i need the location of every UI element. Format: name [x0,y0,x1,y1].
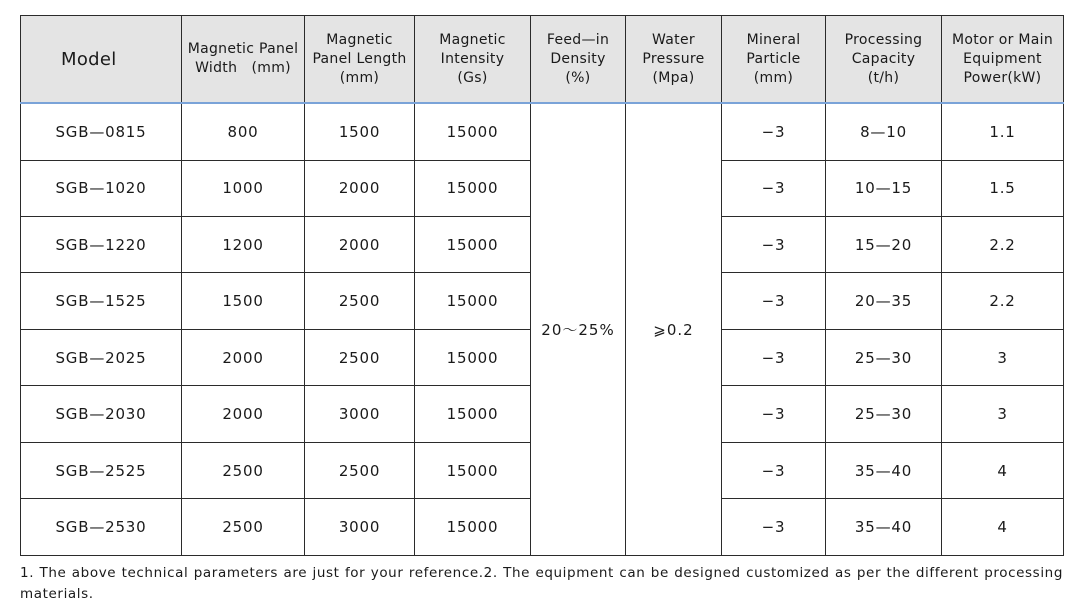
cell-width: 2000 [182,386,305,442]
cell-model: SGB—1220 [21,216,182,272]
cell-pressure: ⩾0.2 [626,103,722,556]
cell-power: 2.2 [942,273,1064,329]
cell-length: 2500 [305,442,415,498]
cell-model: SGB—2530 [21,499,182,556]
cell-intensity: 15000 [415,273,531,329]
table-row [21,103,1064,160]
header-row [21,16,1064,104]
cell-width: 1200 [182,216,305,272]
cell-capacity: 35—40 [826,499,942,556]
cell-capacity: 20—35 [826,273,942,329]
cell-length: 1500 [305,103,415,160]
cell-width: 1500 [182,273,305,329]
cell-width: 2000 [182,329,305,385]
cell-power: 1.5 [942,160,1064,216]
cell-length: 2000 [305,160,415,216]
cell-particle: −3 [722,273,826,329]
cell-intensity: 15000 [415,329,531,385]
cell-particle: −3 [722,386,826,442]
header-length: Magnetic Panel Length (mm) [305,16,415,104]
cell-power: 2.2 [942,216,1064,272]
header-model: Model [21,16,182,104]
header-capacity: Processing Capacity (t/h) [826,16,942,104]
cell-particle: −3 [722,499,826,556]
header-pressure: Water Pressure (Mpa) [626,16,722,104]
cell-capacity: 10—15 [826,160,942,216]
cell-width: 800 [182,103,305,160]
cell-intensity: 15000 [415,160,531,216]
cell-power: 3 [942,386,1064,442]
cell-intensity: 15000 [415,386,531,442]
cell-model: SGB—1020 [21,160,182,216]
cell-density: 20～25% [531,103,626,556]
cell-power: 4 [942,442,1064,498]
cell-model: SGB—2525 [21,442,182,498]
cell-length: 2500 [305,273,415,329]
cell-model: SGB—2030 [21,386,182,442]
cell-particle: −3 [722,216,826,272]
cell-capacity: 15—20 [826,216,942,272]
cell-width: 2500 [182,442,305,498]
cell-length: 3000 [305,499,415,556]
cell-model: SGB—2025 [21,329,182,385]
header-intensity: Magnetic Intensity (Gs) [415,16,531,104]
cell-capacity: 35—40 [826,442,942,498]
cell-model: SGB—0815 [21,103,182,160]
cell-intensity: 15000 [415,442,531,498]
cell-length: 2000 [305,216,415,272]
spec-table [20,15,1064,556]
cell-power: 1.1 [942,103,1064,160]
cell-particle: −3 [722,329,826,385]
cell-intensity: 15000 [415,216,531,272]
cell-width: 2500 [182,499,305,556]
cell-particle: −3 [722,442,826,498]
cell-capacity: 25—30 [826,386,942,442]
cell-capacity: 8—10 [826,103,942,160]
cell-length: 2500 [305,329,415,385]
header-particle: Mineral Particle (mm) [722,16,826,104]
cell-model: SGB—1525 [21,273,182,329]
cell-length: 3000 [305,386,415,442]
header-power: Motor or Main Equipment Power(kW) [942,16,1064,104]
cell-intensity: 15000 [415,499,531,556]
cell-capacity: 25—30 [826,329,942,385]
cell-intensity: 15000 [415,103,531,160]
cell-power: 3 [942,329,1064,385]
cell-particle: −3 [722,160,826,216]
cell-particle: −3 [722,103,826,160]
header-width: Magnetic Panel Width (mm) [182,16,305,104]
cell-power: 4 [942,499,1064,556]
header-density: Feed—in Density (%) [531,16,626,104]
cell-width: 1000 [182,160,305,216]
footnote: 1. The above technical parameters are just for your reference.2. The equipment can be designed customized as per the different processing materials. [20,565,1063,602]
